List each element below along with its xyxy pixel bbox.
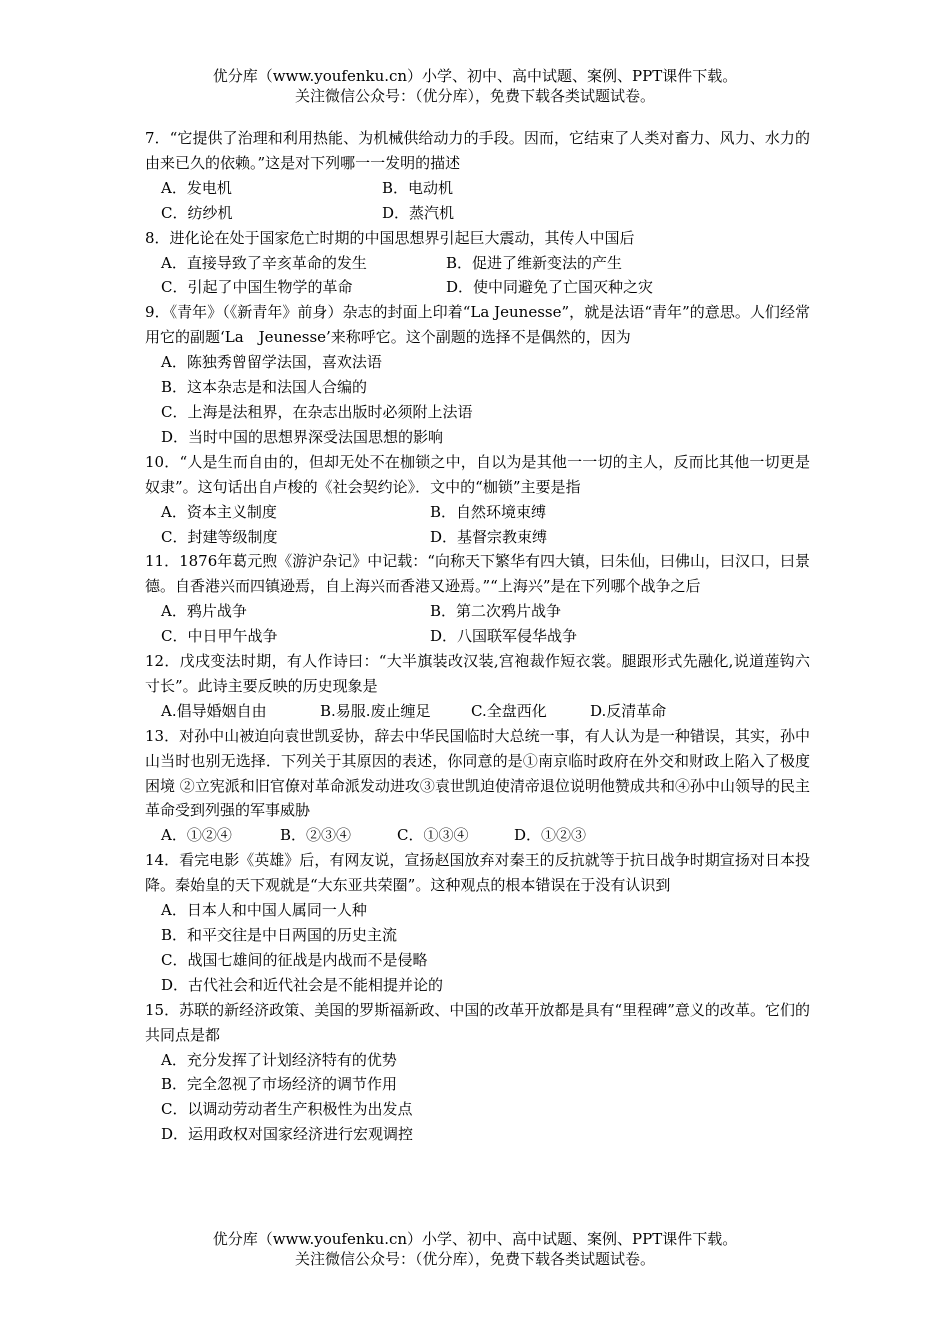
option-c: C．引起了中国生物学的革命 [161, 278, 353, 297]
option-b: B．和平交往是中日两国的历史主流 [161, 926, 398, 944]
question-13 [145, 724, 810, 849]
option-c: C．战国七雄间的征战是内战而不是侵略 [161, 950, 428, 969]
question-15-text: 15．苏联的新经济政策、美国的罗斯福新政、中国的改革开放都是具有“里程碑”意义的改革。它们的共同点是都 [145, 1000, 810, 1044]
option-b: B．这本杂志是和法国人合编的 [161, 378, 368, 397]
question-7 [145, 126, 810, 226]
option-c: C．纺纱机 [161, 203, 233, 222]
option-a: A．发电机 [161, 178, 232, 197]
option-a: A.倡导婚姻自由 [161, 701, 267, 720]
option-b: B．第二次鸦片战争 [430, 602, 562, 621]
question-8 [145, 226, 810, 301]
option-d: D．基督宗教束缚 [430, 527, 548, 546]
question-12 [145, 649, 810, 724]
option-d: D．八国联军侵华战争 [430, 627, 578, 646]
option-a: A．资本主义制度 [161, 502, 277, 521]
option-a: A．直接导致了辛亥革命的发生 [161, 253, 367, 272]
question-15 [145, 998, 810, 1147]
option-c: C．中日甲午战争 [161, 627, 278, 646]
question-11 [145, 549, 810, 649]
question-list [145, 126, 810, 1147]
footer-line-2: 关注微信公众号：（优分库），免费下载各类试题试卷。 [294, 1250, 655, 1268]
question-12-text: 12．戊戌变法时期，有人作诗曰：“大半旗装改汉装,宫袍裁作短衣裳。腿跟形式先融化,说道莲钩六寸长”。此诗主要反映的历史现象是 [145, 652, 810, 695]
option-c: C．①③④ [397, 826, 469, 845]
option-d: D．使中同避免了亡国灭种之灾 [446, 278, 654, 297]
option-b: B．自然环境束缚 [430, 502, 547, 521]
option-b: B．完全忽视了市场经济的调节作用 [161, 1075, 398, 1094]
option-d: D．蒸汽机 [382, 203, 455, 222]
question-11-text: 11．1876年葛元煦《游沪杂记》中记载：“向称天下繁华有四大镇，曰朱仙，曰佛山，曰汉口，曰景德。自香港兴而四镇逊焉，自上海兴而香港又逊焉。”“上海兴”是在下列哪个战争之后 [145, 552, 810, 596]
question-8-text: 8．进化论在处于国家危亡时期的中国思想界引起巨大震动，其传人中国后 [145, 228, 635, 247]
footer-line-1: 优分库（www.youfenku.cn）小学、初中、高中试题、案例、PPT课件下载。 [212, 1230, 738, 1248]
option-d: D.反清革命 [590, 701, 667, 720]
option-b: B．促进了维新变法的产生 [446, 253, 623, 272]
question-10-text: 10．“人是生而自由的，但却无处不在枷锁之中，自以为是其他一一切的主人，反而比其他一切更是奴隶”。这句话出自卢梭的《社会契约论》．文中的“枷锁”主要是指 [145, 452, 810, 496]
option-b: B．②③④ [280, 826, 352, 845]
option-c: C．上海是法租界，在杂志出版时必须附上法语 [161, 402, 473, 421]
page-header [0, 66, 950, 106]
option-d: D．古代社会和近代社会是不能相提并论的 [161, 975, 444, 994]
option-a: A．①②④ [161, 826, 232, 845]
option-c: C．以调动劳动者生产积极性为出发点 [161, 1100, 413, 1119]
option-b: B．电动机 [382, 178, 454, 197]
question-10 [145, 450, 810, 550]
option-c: C.全盘西化 [471, 701, 547, 720]
option-d: D．运用政权对国家经济进行宏观调控 [161, 1125, 414, 1144]
option-c: C．封建等级制度 [161, 527, 278, 546]
question-14-text: 14．看完电影《英雄》后，有网友说，宣扬赵国放弃对秦王的反抗就等于抗日战争时期宣扬对日本投降。秦始皇的天下观就是“大东亚共荣圈”。这种观点的根本错误在于没有认识到 [145, 851, 810, 895]
question-9-text: 9．《青年》（《新青年》前身）杂志的封面上印着“La Jeunesse”，就是法语“青年”的意思。人们经常用它的副题‘La Jeunesse’来称呼它。这个副题的选择不是偶然的，因为 [145, 303, 810, 347]
question-9 [145, 300, 810, 449]
option-a: A．日本人和中国人属同一人种 [161, 901, 367, 920]
option-b: B.易服.废止缠足 [320, 701, 431, 720]
option-a: A．鸦片战争 [161, 602, 247, 621]
option-d: D．当时中国的思想界深受法国思想的影响 [161, 427, 444, 446]
header-line-2: 关注微信公众号：（优分库），免费下载各类试题试卷。 [294, 87, 655, 105]
option-a: A．充分发挥了计划经济特有的优势 [161, 1050, 397, 1069]
option-d: D．①②③ [514, 826, 587, 845]
option-a: A．陈独秀曾留学法国，喜欢法语 [161, 353, 382, 372]
question-14 [145, 848, 810, 997]
question-13-text: 13．对孙中山被迫向袁世凯妥协，辞去中华民国临时大总统一事，有人认为是一种错误，其实，孙中山当时也别无选择．下列关于其原因的表述，你同意的是①南京临时政府在外交和财政上陷入了极度困境 ②立宪派和旧官僚对革命派发动进攻③袁世凯迫使清帝退位说明他赞成共和④孙中山领导的民主革命受到列强的军事威胁 [145, 726, 810, 820]
page-footer [0, 1229, 950, 1269]
header-line-1: 优分库（www.youfenku.cn）小学、初中、高中试题、案例、PPT课件下载。 [212, 67, 738, 85]
question-7-text: 7．“它提供了治理和利用热能、为机械供给动力的手段。因而，它结束了人类对畜力、风力、水力的由来已久的依赖。”这是对下列哪一一发明的描述 [145, 129, 810, 172]
